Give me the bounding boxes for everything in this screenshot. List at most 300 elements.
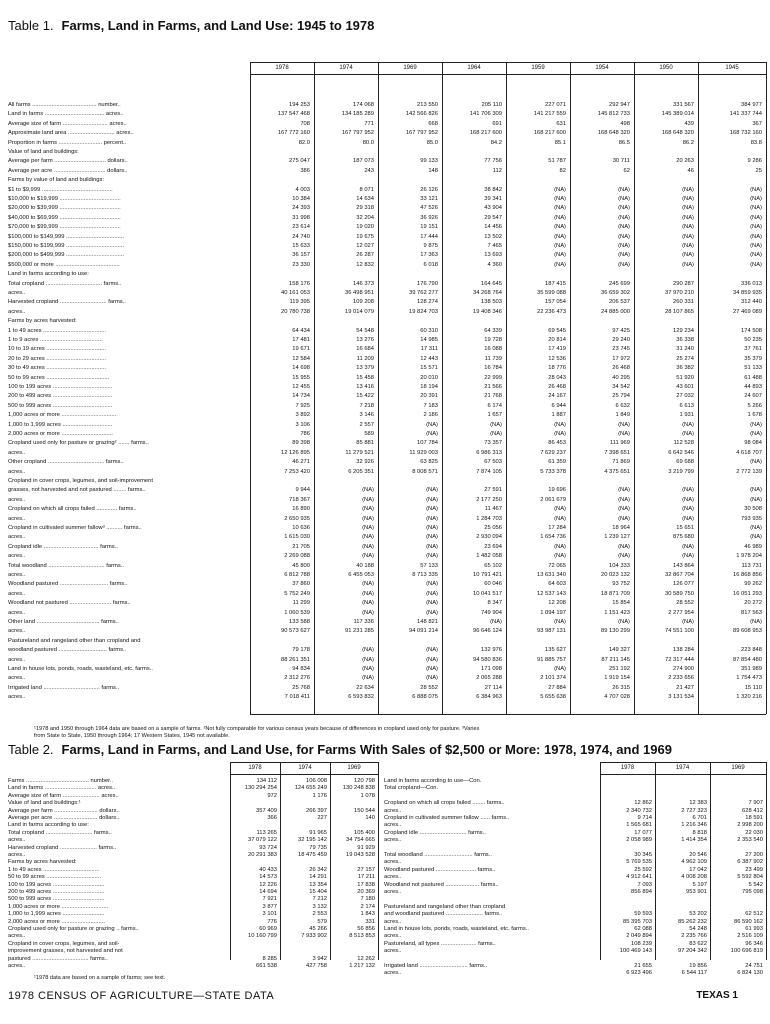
table1-row-label: Cropland on which all crops failed ............. farms.. <box>8 506 137 513</box>
table2-footnote: ¹1978 data are based on a sample of farms; see text. <box>34 975 166 981</box>
table1-row-label: 1 to 49 acres ....................................... <box>8 327 106 334</box>
table2-left-cell: 8 513 853 <box>349 933 375 940</box>
table2-right-row-label: acres.. <box>384 874 402 881</box>
table1-cell: 5 752 249 <box>284 590 310 597</box>
table2-right-row-label: acres.. <box>384 970 402 977</box>
table2-right-row-label: Cropland in cultivated summer fallow ...... farms.. <box>384 815 510 821</box>
table2-left-cell: 20 291 383 <box>247 852 277 858</box>
table1-cell: 27 591 <box>484 487 502 494</box>
table1-cell: (NA) <box>750 496 762 503</box>
table2-left-cell: 19 043 528 <box>345 852 375 858</box>
table2-right-cell: 61 993 <box>745 926 763 932</box>
table1-cell: (NA) <box>750 261 762 268</box>
table2-left-row-label: 1 to 49 acres ................................... <box>8 866 100 873</box>
table1-cell: 786 <box>300 431 310 437</box>
table1-cell: 3 146 <box>359 412 374 419</box>
table1-rule-bottom <box>250 714 766 715</box>
table1-cell: (NA) <box>750 252 762 259</box>
table1-cell: 5 266 <box>747 402 762 409</box>
table1-cell: 631 <box>556 120 566 127</box>
table2-left-cell: 130 248 838 <box>342 785 375 792</box>
table1-cell: 17 419 <box>548 346 566 353</box>
table1-row-label: 50 to 99 acres ....................................... <box>8 374 110 381</box>
table1-cell: 17 311 <box>420 346 438 353</box>
table1-cell: 668 <box>428 120 438 127</box>
table1-cell: 17 444 <box>420 233 438 240</box>
table1-cell: 3 106 <box>295 421 310 428</box>
table1-cell: 34 268 764 <box>472 290 502 296</box>
table2-right-cell: 25 592 <box>634 866 652 873</box>
table1-cell: 13 631 340 <box>536 572 566 578</box>
table2-left-cell: 91 929 <box>357 844 375 851</box>
table1-cell: 40 188 <box>356 562 374 569</box>
table1-cell: 20 391 <box>420 393 438 400</box>
table1-cell: (NA) <box>554 186 566 193</box>
table1-cell: 292 947 <box>609 102 630 108</box>
table1-row-label: grasses, not harvested and not pastured ........ farms.. <box>8 487 146 494</box>
table2-left-row-label: acres.. <box>8 852 26 858</box>
table1-cell: 1 919 154 <box>604 675 630 682</box>
table1-cell: (NA) <box>426 600 438 607</box>
table1-cell: (NA) <box>682 252 694 259</box>
table1-cell: 7 925 <box>295 402 310 409</box>
table1-row-label: acres.. <box>8 694 26 701</box>
table1-cell: 2 650 935 <box>284 515 310 522</box>
table2-right-row-label: Cropland on which all crops failed ........ farms.. <box>384 800 505 807</box>
table1-cell: 10 636 <box>292 525 310 531</box>
table1-footnote-2: from State to State, 1950 through 1964; 17 Western States, 1945 not available. <box>34 733 230 739</box>
table1-cell: (NA) <box>362 666 374 672</box>
table1-cell: 20 780 738 <box>280 308 310 315</box>
table1-cell: 117 336 <box>353 619 374 625</box>
table1-cell: 37 761 <box>744 346 762 353</box>
table2-right-cell: 6 701 <box>692 815 707 821</box>
table1-cell: 24 607 <box>744 393 762 400</box>
table2-right-cell: 6 923 496 <box>626 970 652 977</box>
table2-right-cell: 100 696 819 <box>730 948 763 955</box>
table1-cell: 84.2 <box>490 139 502 146</box>
table1-cell: 194 253 <box>289 102 310 108</box>
table1-cell: 19 020 <box>356 224 374 231</box>
table2-right-cell: 62 088 <box>634 926 652 932</box>
table1-row-label: acres.. <box>8 590 26 597</box>
table1-cell: 1 849 <box>615 412 630 419</box>
table2-left-cell: 2 553 <box>312 911 327 918</box>
table1-cell: 26 126 <box>420 186 438 193</box>
table1-cell: 26 468 <box>612 365 630 372</box>
table1-row-label: 30 to 49 acres ..................................... <box>8 365 106 372</box>
table2-left-cell: 34 754 665 <box>345 837 375 844</box>
table1-cell: 13 502 <box>484 233 502 240</box>
table1-cell: 15 854 <box>612 600 630 607</box>
table1-row-label: 1 to 9 acres ....................................... <box>8 337 103 343</box>
table1-cell: 86.5 <box>618 139 630 146</box>
table1-cell: 112 528 <box>673 440 694 447</box>
table1-cell: (NA) <box>750 243 762 249</box>
table2-right-cell: 19 856 <box>689 963 707 969</box>
table1-cell: 1 678 <box>747 412 762 419</box>
table1-cell: 79 178 <box>292 647 310 654</box>
table1-cell: 19 151 <box>420 224 438 231</box>
table1-cell: 64 339 <box>484 327 502 334</box>
table1-cell: 3 219 799 <box>668 468 694 475</box>
table1-cell: (NA) <box>426 609 438 616</box>
table1-cell: 14 734 <box>292 393 310 400</box>
table1-cell: 13 379 <box>356 365 374 372</box>
table1-cell: 749 904 <box>481 609 502 616</box>
table1-cell: 206 537 <box>609 299 630 306</box>
table1-row-label: Cropland idle .................................. farms.. <box>8 543 118 550</box>
table1-cell: 80.0 <box>362 139 374 146</box>
table1-cell: 243 <box>364 167 374 174</box>
table1-cell: 12 126 895 <box>280 449 310 456</box>
table1-cell: (NA) <box>682 553 694 560</box>
table1-cell: 1 615 030 <box>284 534 310 541</box>
table1-cell: 25 768 <box>292 684 310 691</box>
table1-cell: 1 094 197 <box>540 609 566 616</box>
table2-left-cell: 18 475 459 <box>297 852 327 858</box>
table1-cell: 20 010 <box>420 374 438 381</box>
table1-cell: 15 955 <box>292 374 310 381</box>
table1-row-label: Land in house lots, ponds, roads, wasteland, etc. farms.. <box>8 666 154 672</box>
table1-cell: (NA) <box>750 619 762 625</box>
table2-left-cell: 357 409 <box>256 807 277 814</box>
table1-cell: (NA) <box>618 205 630 212</box>
table1-cell: 73 357 <box>484 440 502 447</box>
table2-left-cell: 124 655 249 <box>294 785 327 792</box>
table1-cell: 18 964 <box>612 525 630 531</box>
table2-left-cell: 7 180 <box>360 896 375 903</box>
table1-cell: 39 341 <box>484 196 502 202</box>
table1-cell: 7 018 411 <box>284 694 310 701</box>
table1-cell: 1 657 <box>487 412 502 419</box>
table2-right-cell: 83 622 <box>689 940 707 947</box>
table1-cell: (NA) <box>750 214 762 221</box>
table2-right-cell: 1 565 681 <box>626 822 652 829</box>
table1-cell: 54 548 <box>356 327 374 334</box>
table1-cell: (NA) <box>682 243 694 249</box>
table1-cell: 1 320 216 <box>736 694 762 701</box>
table1-cell: 119 395 <box>289 299 310 306</box>
table1-cell: (NA) <box>618 261 630 268</box>
table1-cell: (NA) <box>750 196 762 202</box>
table2-left-cell: 14 291 <box>309 874 327 881</box>
table1-cell: 26 287 <box>356 252 374 259</box>
table2-right-cell: 6 544 117 <box>681 970 707 977</box>
table1-cell: 167 772 160 <box>277 130 310 137</box>
table1-cell: 44 893 <box>744 384 762 390</box>
table1-cell: 164 645 <box>481 280 502 287</box>
table1-cell: 141 217 559 <box>533 111 566 118</box>
table1-cell: (NA) <box>618 421 630 428</box>
table1-cell: 99 262 <box>744 581 762 588</box>
table1-cell: 82.0 <box>298 139 310 146</box>
table2-right-cell: 20 546 <box>689 852 707 858</box>
table1-cell: 34 859 935 <box>732 290 762 296</box>
table1-row-label: acres.. <box>8 553 26 560</box>
table2-left-cell: 79 735 <box>309 844 327 851</box>
table1-cell: 85.1 <box>554 139 566 146</box>
table1-cell: (NA) <box>682 487 694 494</box>
table1-cell: 33 121 <box>420 196 438 202</box>
table1-cell: 24 740 <box>292 233 310 240</box>
table1-cell: 168 648 320 <box>597 130 630 137</box>
table1-cell: (NA) <box>750 534 762 541</box>
table1-cell: 31 240 <box>676 346 694 353</box>
table1-cell: 62 <box>623 167 630 174</box>
table2-left-row-label: 100 to 199 acres ................................ <box>8 881 105 888</box>
table1-cell: 6 455 053 <box>348 572 374 578</box>
table2-left-cell: 579 <box>317 918 327 925</box>
table1-cell: (NA) <box>618 619 630 625</box>
table1-row-label: acres.. <box>8 609 26 616</box>
table2-rule-header-left <box>230 774 378 775</box>
table1-cell: 19 408 346 <box>472 308 502 315</box>
table1-cell: (NA) <box>750 431 762 437</box>
table2-right-cell: 53 202 <box>689 911 707 918</box>
table1-heading: Farms, Land in Farms, and Land Use: 1945 to 1978 <box>61 18 375 33</box>
table1-cell: (NA) <box>426 421 438 428</box>
table1-cell: 93 752 <box>612 581 630 588</box>
table1-cell: 8 347 <box>487 600 502 607</box>
table1-row-label: Cropland used only for pasture or grazing² ....... farms.. <box>8 440 149 447</box>
table1-row-label: $1 to $9,999 ............................................ <box>8 186 113 193</box>
table1-row-label: Cropland in cultivated summer fallow³ .......... farms.. <box>8 525 142 531</box>
table2-left-cell: 3 877 <box>262 903 277 910</box>
table2-right-row-label: and woodland pastured ....................... farms.. <box>384 911 503 918</box>
table1-cell: 7 218 <box>359 402 374 409</box>
table1-cell: 93 987 131 <box>536 628 566 635</box>
table1-cell: 168 217 600 <box>533 130 566 137</box>
table2-left-cell: 134 112 <box>256 778 277 784</box>
table2-left-cell: 3 101 <box>262 911 277 918</box>
table1-cell: 157 054 <box>545 299 566 306</box>
table1-cell: 98 084 <box>744 440 762 447</box>
table2-right-cell: 2 340 732 <box>626 807 652 814</box>
table1-cell: 20 814 <box>548 337 566 343</box>
table1-cell: (NA) <box>426 496 438 503</box>
table1-cell: 37 860 <box>292 581 310 588</box>
table1-row-label: acres.. <box>8 572 26 578</box>
table1-cell: 2 233 656 <box>668 675 694 682</box>
table1-row-label: Other cropland ................................... farms.. <box>8 459 124 466</box>
table1-cell: 6 986 313 <box>476 449 502 456</box>
table1-cell: 691 <box>492 120 502 127</box>
table1-year-header: 1969 <box>403 65 417 71</box>
table1-cell: (NA) <box>682 496 694 503</box>
table1-footnote-1: ¹1978 and 1950 through 1964 data are based on a sample of farms. ²Not fully comparable for various census years because of differences in cropland used only for pasture. ³Varies <box>34 726 480 732</box>
table1-cell: 89 608 953 <box>732 628 762 635</box>
table2-left-cell: 366 <box>267 815 277 821</box>
table1-cell: 96 646 124 <box>472 628 502 635</box>
table1-cell: (NA) <box>490 431 502 437</box>
table1-cell: 6 174 <box>487 402 502 409</box>
table1-cell: 77 756 <box>484 158 502 165</box>
table1-row-label: Farms by acres harvested: <box>8 318 77 325</box>
table1-cell: (NA) <box>426 666 438 672</box>
table1-cell: 20 023 132 <box>600 572 630 578</box>
table1-cell: 57 133 <box>420 562 438 569</box>
table2-left-cell: 20 369 <box>357 889 375 895</box>
table1-cell: 4 707 028 <box>604 694 630 701</box>
table1-cell: 6 812 788 <box>284 572 310 578</box>
table1-cell: (NA) <box>426 534 438 541</box>
table1-cell: 36 926 <box>420 214 438 221</box>
table1-cell: 16 890 <box>292 506 310 513</box>
table1-cell: 145 812 733 <box>597 111 630 118</box>
table1-cell: 176 790 <box>417 280 438 287</box>
table2-right-cell: 628 412 <box>742 807 763 814</box>
table1-cell: 26 468 <box>548 384 566 390</box>
table1-cell: 19 696 <box>548 487 566 494</box>
table1-cell: (NA) <box>554 515 566 522</box>
table1-cell: (NA) <box>490 421 502 428</box>
table1-cell: 174 068 <box>353 102 374 108</box>
table1-cell: (NA) <box>618 224 630 231</box>
table2-right-cell: 2 998 200 <box>737 822 763 829</box>
table1-cell: 23 694 <box>484 543 502 550</box>
table1-cell: 45 800 <box>292 562 310 569</box>
table2-left-row-label: 1,000 acres or more ............................. <box>8 903 109 910</box>
table1-cell: (NA) <box>618 431 630 437</box>
table2-left-cell: 45 266 <box>309 926 327 932</box>
table2-left-cell: 17 838 <box>357 881 375 888</box>
table2-left-cell: 7 933 902 <box>301 933 327 940</box>
table1-cell: 336 013 <box>741 280 762 287</box>
table2-right-cell: 23 499 <box>745 866 763 873</box>
table1-cell: 63 825 <box>420 459 438 466</box>
table1-cell: 817 563 <box>741 609 762 616</box>
table1-cell: 4 375 651 <box>604 468 630 475</box>
table1-row-label: $20,000 to $39,999 ...................................... <box>8 205 121 212</box>
table1-cell: 132 976 <box>481 647 502 654</box>
table1-cell: 46 <box>687 167 694 174</box>
table2-right-cell: 5 197 <box>692 881 707 888</box>
table1-cell: 20 263 <box>676 158 694 165</box>
table1-cell: 29 318 <box>356 205 374 212</box>
table2-right-row-label: Total woodland .............................. farms.. <box>384 852 492 858</box>
table1-cell: (NA) <box>362 496 374 503</box>
table2-year-header-right: 1969 <box>731 765 745 771</box>
table1-cell: (NA) <box>362 675 374 682</box>
table1-rule-header <box>250 74 766 75</box>
table1-cell: 72 317 444 <box>664 656 694 663</box>
table1-cell: 148 821 <box>417 619 438 625</box>
table1-cell: 85 881 <box>356 440 374 447</box>
table1-cell: 275 047 <box>289 158 310 165</box>
table1-cell: 94 834 <box>292 666 310 672</box>
table1-cell: 112 <box>492 167 502 174</box>
table1-cell: (NA) <box>362 543 374 550</box>
table2-left-row-label: 2,000 acres or more ........................... <box>8 918 105 925</box>
table1-cell: (NA) <box>426 675 438 682</box>
table2-left-row-label: 200 to 499 acres ................................ <box>8 889 105 895</box>
table1-cell: 6 888 075 <box>412 694 438 701</box>
table1-cell: 708 <box>300 120 310 127</box>
table1-cell: 15 110 <box>744 684 762 691</box>
table1-cell: 13 276 <box>356 337 374 343</box>
table1-cell: 312 440 <box>741 299 762 306</box>
table1-cell: 43 601 <box>676 384 694 390</box>
table2-left-cell: 17 211 <box>357 874 375 881</box>
table2-right-row-label: acres.. <box>384 918 402 925</box>
table1-cell: 85.0 <box>426 139 438 146</box>
table1-cell: (NA) <box>362 656 374 663</box>
table2-year-header-left: 1974 <box>298 765 312 771</box>
table1-cell: 17 481 <box>292 337 310 343</box>
table2-right-row-label: acres.. <box>384 822 402 829</box>
table1-row-label: 200 to 499 acres ..................................... <box>8 393 113 400</box>
table2-right-cell: 54 248 <box>689 926 707 932</box>
footer-page-number: TEXAS 1 <box>696 990 738 1001</box>
table1-cell: 15 571 <box>420 365 438 372</box>
table1-cell: 25 <box>755 167 762 174</box>
table2-left-cell: 1 217 132 <box>349 963 375 969</box>
table1-cell: 142 566 826 <box>405 111 438 118</box>
table2-right-cell: 17 042 <box>689 866 707 873</box>
table2-right-row-label: acres.. <box>384 807 402 814</box>
table2-year-header-left: 1978 <box>248 765 262 771</box>
table2-rule-top-right <box>600 762 766 763</box>
table1-cell: 7 253 420 <box>284 468 310 475</box>
table1-cell: 2 557 <box>359 421 374 428</box>
table2-right-cell: 12 862 <box>634 800 652 807</box>
table1-cell: 1 151 423 <box>604 609 630 616</box>
table1-row-label: Farms by value of land and buildings: <box>8 177 105 184</box>
table1-row-label: Value of land and buildings: <box>8 149 79 155</box>
table1-row-label: Harvested cropland ............................. farms.. <box>8 299 126 306</box>
table2-right-cell: 8 818 <box>692 829 707 836</box>
table1-row-label: acres.. <box>8 290 26 296</box>
table1-cell: 589 <box>364 431 374 437</box>
table1-row-label: $100,000 to $149,999 .................................... <box>8 233 125 240</box>
table2-right-cell: 1 216 346 <box>681 822 707 829</box>
table2-right-cell: 5 769 535 <box>626 859 652 866</box>
table1-cell: 39 762 277 <box>408 290 438 296</box>
table1-cell: 25 794 <box>612 393 630 400</box>
table2-left-cell: 140 <box>365 815 375 821</box>
table1-cell: 148 <box>428 167 438 174</box>
table2-right-row-label: acres.. <box>384 948 402 955</box>
table1-row-label: Woodland not pastured .......................... farms.. <box>8 600 131 607</box>
table1-cell: 2 312 276 <box>284 675 310 682</box>
table1-cell: (NA) <box>362 525 374 531</box>
table1-cell: 718 367 <box>289 496 310 503</box>
table2-right-cell: 4 008 208 <box>681 874 707 881</box>
table1-cell: 4 360 <box>487 261 502 268</box>
table1-row-label: Woodland pastured .............................. farms.. <box>8 581 128 588</box>
table1-cell: 128 274 <box>417 299 438 306</box>
table2-right-cell: 18 591 <box>745 815 763 821</box>
table1-cell: 133 588 <box>289 619 310 625</box>
table2-left-cell: 32 195 142 <box>297 837 327 844</box>
table2-right-cell: 96 346 <box>745 940 763 947</box>
table1-cell: (NA) <box>682 205 694 212</box>
table2-right-cell: 7 907 <box>748 800 763 807</box>
table1-cell: 6 642 546 <box>668 449 694 456</box>
table1-cell: 12 027 <box>356 243 374 249</box>
table1-cell: 10 791 421 <box>472 572 502 578</box>
table1-cell: 1 060 539 <box>284 609 310 616</box>
table1-cell: 15 651 <box>676 525 694 531</box>
table1-row-label: acres.. <box>8 534 26 541</box>
table1-cell: 51 787 <box>548 158 566 165</box>
table2-left-row-label: 1,000 to 1,999 acres .......................... <box>8 911 105 918</box>
table2-right-cell: 62 512 <box>745 911 763 918</box>
table1-cell: 111 969 <box>609 440 630 447</box>
table1-column-rule <box>766 62 767 714</box>
table1-cell: 2 772 139 <box>736 468 762 475</box>
